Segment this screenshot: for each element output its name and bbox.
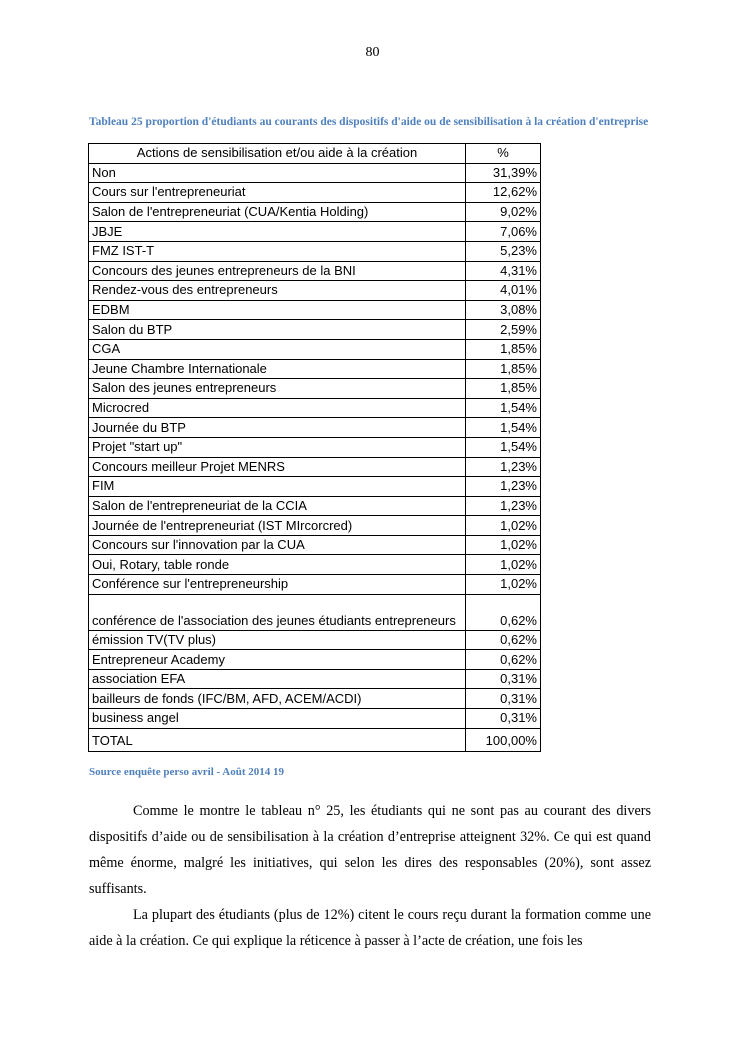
row-label: association EFA (89, 669, 466, 689)
table-row (89, 496, 541, 516)
row-label: Rendez-vous des entrepreneurs (89, 281, 466, 301)
row-label: FIM (89, 477, 466, 497)
row-value: 4,31% (466, 261, 541, 281)
table-row (89, 379, 541, 399)
table-row (89, 650, 541, 670)
row-label: Salon de l'entrepreneuriat (CUA/Kentia Holding) (89, 202, 466, 222)
table-source: Source enquête perso avril - Août 2014 19 (89, 766, 285, 778)
row-value: 0,62% (466, 650, 541, 670)
row-label: EDBM (89, 300, 466, 320)
row-value: 3,08% (466, 300, 541, 320)
table-row (89, 300, 541, 320)
row-value: 1,85% (466, 359, 541, 379)
table-row (89, 261, 541, 281)
table-row (89, 398, 541, 418)
table-row (89, 418, 541, 438)
row-value: 0,62% (466, 594, 541, 630)
row-value: 1,54% (466, 418, 541, 438)
row-value: 1,85% (466, 339, 541, 359)
row-label: Cours sur l'entrepreneuriat (89, 183, 466, 203)
row-value: 9,02% (466, 202, 541, 222)
table-row (89, 281, 541, 301)
row-label: Jeune Chambre Internationale (89, 359, 466, 379)
table-row (89, 437, 541, 457)
table-row (89, 669, 541, 689)
row-value: 5,23% (466, 241, 541, 261)
table-row (89, 535, 541, 555)
table-caption: Tableau 25 proportion d'étudiants au courants des dispositifs d'aide ou de sensibilisation à la création d'entreprise (89, 116, 649, 128)
row-label: Microcred (89, 398, 466, 418)
row-value: 0,31% (466, 709, 541, 729)
row-label: Entrepreneur Academy (89, 650, 466, 670)
table-row (89, 630, 541, 650)
row-value: 1,54% (466, 437, 541, 457)
column-header-action: Actions de sensibilisation et/ou aide à la création (89, 144, 466, 164)
table-row (89, 183, 541, 203)
table-row (89, 339, 541, 359)
table-row (89, 202, 541, 222)
body-text (89, 798, 651, 954)
row-label: JBJE (89, 222, 466, 242)
row-label: Oui, Rotary, table ronde (89, 555, 466, 575)
row-label: Salon du BTP (89, 320, 466, 340)
row-label: Journée du BTP (89, 418, 466, 438)
row-label: Conférence sur l'entrepreneurship (89, 575, 466, 595)
table-total-row (89, 728, 541, 751)
row-value: 1,02% (466, 516, 541, 536)
table-header-row (89, 144, 541, 164)
row-label: Concours meilleur Projet MENRS (89, 457, 466, 477)
row-label: business angel (89, 709, 466, 729)
row-label: FMZ IST-T (89, 241, 466, 261)
table-row (89, 320, 541, 340)
row-value: 1,85% (466, 379, 541, 399)
row-value: 1,54% (466, 398, 541, 418)
table-row (89, 575, 541, 595)
page-number: 80 (365, 45, 380, 60)
total-value: 100,00% (466, 728, 541, 751)
row-label: CGA (89, 339, 466, 359)
row-value: 2,59% (466, 320, 541, 340)
row-value: 0,31% (466, 689, 541, 709)
row-value: 1,23% (466, 457, 541, 477)
table-row (89, 689, 541, 709)
row-value: 1,23% (466, 496, 541, 516)
row-label: Journée de l'entrepreneuriat (IST MIrcorcred) (89, 516, 466, 536)
row-label: Concours sur l'innovation par la CUA (89, 535, 466, 555)
table-row (89, 594, 541, 630)
row-label: Salon de l'entrepreneuriat de la CCIA (89, 496, 466, 516)
table-row (89, 477, 541, 497)
table-row (89, 555, 541, 575)
row-value: 31,39% (466, 163, 541, 183)
paragraph: Comme le montre le tableau n° 25, les étudiants qui ne sont pas au courant des divers dispositifs d’aide ou de sensibilisation à la création d’entreprise atteignent 32%. Ce qui est quand même énorme, malgré les initiatives, qui selon les dires des responsables (20%), sont assez suffisants. (89, 803, 651, 897)
table-row (89, 222, 541, 242)
row-label: conférence de l'association des jeunes étudiants entrepreneurs (89, 594, 466, 630)
table-row (89, 457, 541, 477)
row-value: 7,06% (466, 222, 541, 242)
row-value: 1,23% (466, 477, 541, 497)
row-label: bailleurs de fonds (IFC/BM, AFD, ACEM/ACDI) (89, 689, 466, 709)
row-label: Non (89, 163, 466, 183)
table-row (89, 359, 541, 379)
row-label: émission TV(TV plus) (89, 630, 466, 650)
row-value: 1,02% (466, 575, 541, 595)
row-value: 4,01% (466, 281, 541, 301)
row-value: 1,02% (466, 535, 541, 555)
paragraph: La plupart des étudiants (plus de 12%) citent le cours reçu durant la formation comme une aide à la création. Ce qui explique la réticence à passer à l’acte de création, une fois les (89, 907, 651, 949)
row-value: 12,62% (466, 183, 541, 203)
table-body (89, 163, 541, 751)
data-table (88, 143, 541, 752)
total-label: TOTAL (89, 728, 466, 751)
table-row (89, 709, 541, 729)
row-label: Concours des jeunes entrepreneurs de la BNI (89, 261, 466, 281)
row-value: 0,31% (466, 669, 541, 689)
column-header-percent: % (466, 144, 541, 164)
table-row (89, 241, 541, 261)
table-row (89, 163, 541, 183)
table-row (89, 516, 541, 536)
row-value: 0,62% (466, 630, 541, 650)
row-label: Salon des jeunes entrepreneurs (89, 379, 466, 399)
row-label: Projet "start up" (89, 437, 466, 457)
row-value: 1,02% (466, 555, 541, 575)
